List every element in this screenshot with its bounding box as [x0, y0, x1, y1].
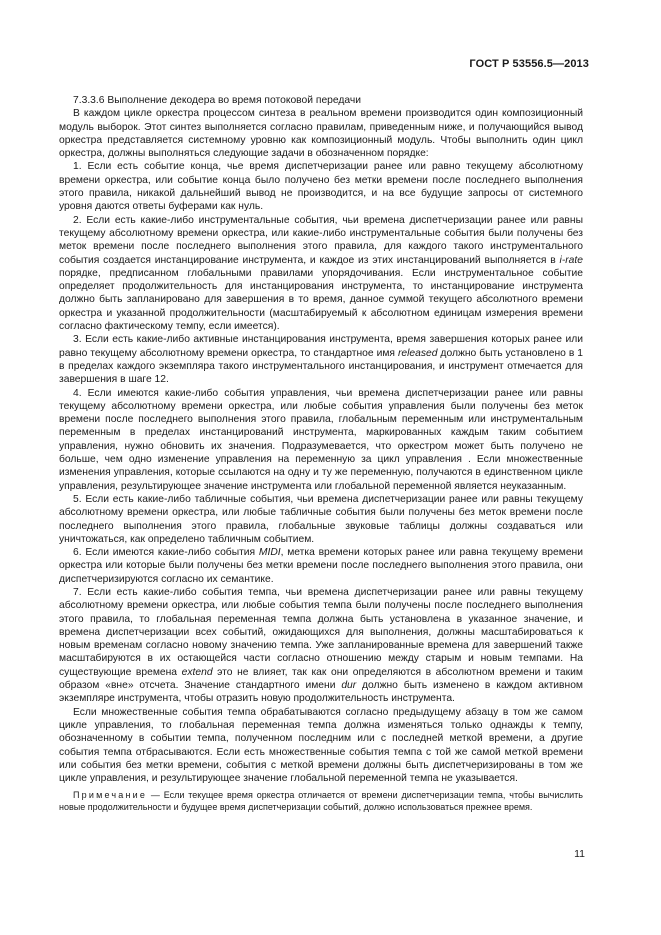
standard-header: ГОСТ Р 53556.5—2013	[469, 58, 589, 70]
intro-paragraph: В каждом цикле оркестра процессом синтеза в реальном времени производится один композиционный модуль выборок. Этот синтез выполняется согласно правилам, приведенным ниже, и получающийся вывод оркестра представляется системному уровню как композиционный модуль. Чтобы выполнить один цикл оркестра, должны выполняться следующие задачи в обозначенном порядке:	[59, 108, 583, 160]
section-title: 7.3.3.6 Выполнение декодера во время потоковой передачи	[73, 95, 362, 106]
term-midi: MIDI	[258, 547, 281, 559]
page-number: 11	[574, 848, 585, 860]
list-item-2-text-b: порядке, предписанном глобальными правилами упорядочивания. Если инструментальное событие определяет продолжительность для инстанцирования инструмента, то инстанцирование инструмента должно быть запланировано для завершения в то время, данное суммой текущего абсолютного времени оркестра и указанной продолжительности (масштабируемый к абсолютном единицам измерения времени согласно фактическому темпу, если имеется).	[59, 267, 583, 333]
document-body	[59, 94, 583, 814]
list-item-2-text-a: 2. Если есть какие-либо инструментальные события, чьи времена диспетчеризации ранее или равны текущему абсолютному времени оркестра, или какие-либо инструментальные события были получены без меток времени после последнего выполнения этого правила, для каждого такого инструментального события создается инстанцирование инструмента, и каждое из этих инстанцирований выполняется в	[59, 214, 583, 266]
list-item-7-text-b: это не влияет, так как они определяются в абсолютном времени и таким образом «вне» отсчета. Значение стандартного имени	[59, 666, 583, 692]
list-item-4: 4. Если имеются какие-либо события управления, чьи времена диспетчеризации ранее или равны текущему абсолютному времени оркестра, или любые события управления были получены без меток времени после последнего выполнения этого правила, глобальным переменным или инструментальным переменным в пределах инстанцирований инструмента, маркированных каждым таким событием управления, нужно обновить их значения. Подразумевается, что оркестром может быть получено не больше, чем одно изменение управления на переменную за цикл управления . Если множественные изменения управления, которые ссылаются на одну и ту же переменную, получаются в единственном цикле управления, результирующее значение инструмента или глобальной переменной является неуказанным.	[59, 387, 583, 492]
list-item-7	[59, 586, 583, 706]
term-dur: dur	[341, 680, 357, 692]
list-item-6-text-b: , метка времени которых ранее или равна текущему времени оркестра или которые были получены без метки времени после последнего выполнения этого правила, они диспетчеризируются согласно их семантике.	[59, 547, 583, 585]
term-released: released	[397, 347, 438, 359]
list-item-6	[59, 546, 583, 586]
term-i-rate: i-rate	[559, 254, 583, 266]
list-item-7-text-a: 7. Если есть какие-либо события темпа, чьи времена диспетчеризации ранее или равны текущему абсолютному времени оркестра, или любые события темпа были получены после последнего выполнения этого правила, то глобальная переменная темпа должна быть установлена в указанное значение, и времена диспетчеризации всех событий, ожидающихся для выполнения, должны масштабироваться к новым временам согласно новому значению темпа. Уже запланированные времена для завершений также масштабируются в их остающейся части согласно отношению между старым и новым темпами. На существующие времена	[59, 586, 583, 678]
note-text: — Если текущее время оркестра отличается от времени диспетчеризации темпа, чтобы вычислить новые продолжительности и будущее время диспетчеризации событий, должно использоваться прежнее время.	[59, 790, 583, 813]
multi-tempo-paragraph: Если множественные события темпа обрабатываются согласно предыдущему абзацу в том же самом цикле управления, то глобальная переменная темпа должна изменяться только однажды к темпу, обозначенному в событии темпа, полученном последним или с последней меткой времени, а другие события темпа отбрасываются. Если есть множественные события темпа с той же самой меткой времени или события без метки времени, события с меткой времени должны быть диспетчеризированы в том же цикле управления, и результирующее значение глобальной переменной темпа не указывается.	[59, 706, 583, 785]
list-item-3-text-a: 3. Если есть какие-либо активные инстанцирования инструмента, время завершения которых ранее или равно текущему абсолютному времени оркестра, то стандартное имя	[59, 334, 583, 359]
list-item-2	[59, 214, 583, 334]
note-paragraph	[59, 790, 583, 813]
list-item-3	[59, 333, 583, 386]
list-item-1: 1. Если есть событие конца, чье время диспетчеризации ранее или равно текущему абсолютному времени оркестра, или событие конца было получено без метки времени после последнего выполнения этого правила, никакой дальнейший вывод не производится, и на все будущие запросы от системного уровня даются ответы буферами как нуль.	[59, 161, 583, 213]
note-label: Примечание	[73, 790, 148, 801]
list-item-3-text-b: должно быть установлено в 1 в пределах каждого экземпляра такого инструментального инстанцирования, и инструмент отмечается для завершения в шаге 12.	[59, 347, 583, 386]
term-extend: extend	[181, 666, 213, 678]
list-item-5: 5. Если есть какие-либо табличные события, чьи времена диспетчеризации ранее или равны текущему абсолютному времени оркестра, или любые табличные события были получены без меток времени после последнего выполнения этого правила, глобальные звуковые таблицы должны создаваться или уничтожаться, как определено табличным событием.	[59, 493, 583, 545]
list-item-6-text-a: 6. Если имеются какие-либо события	[73, 547, 259, 559]
list-item-7-text-c: должно быть изменено в каждом активном экземпляре инструмента, чтобы отразить новую продолжительность инструмента.	[59, 680, 583, 705]
